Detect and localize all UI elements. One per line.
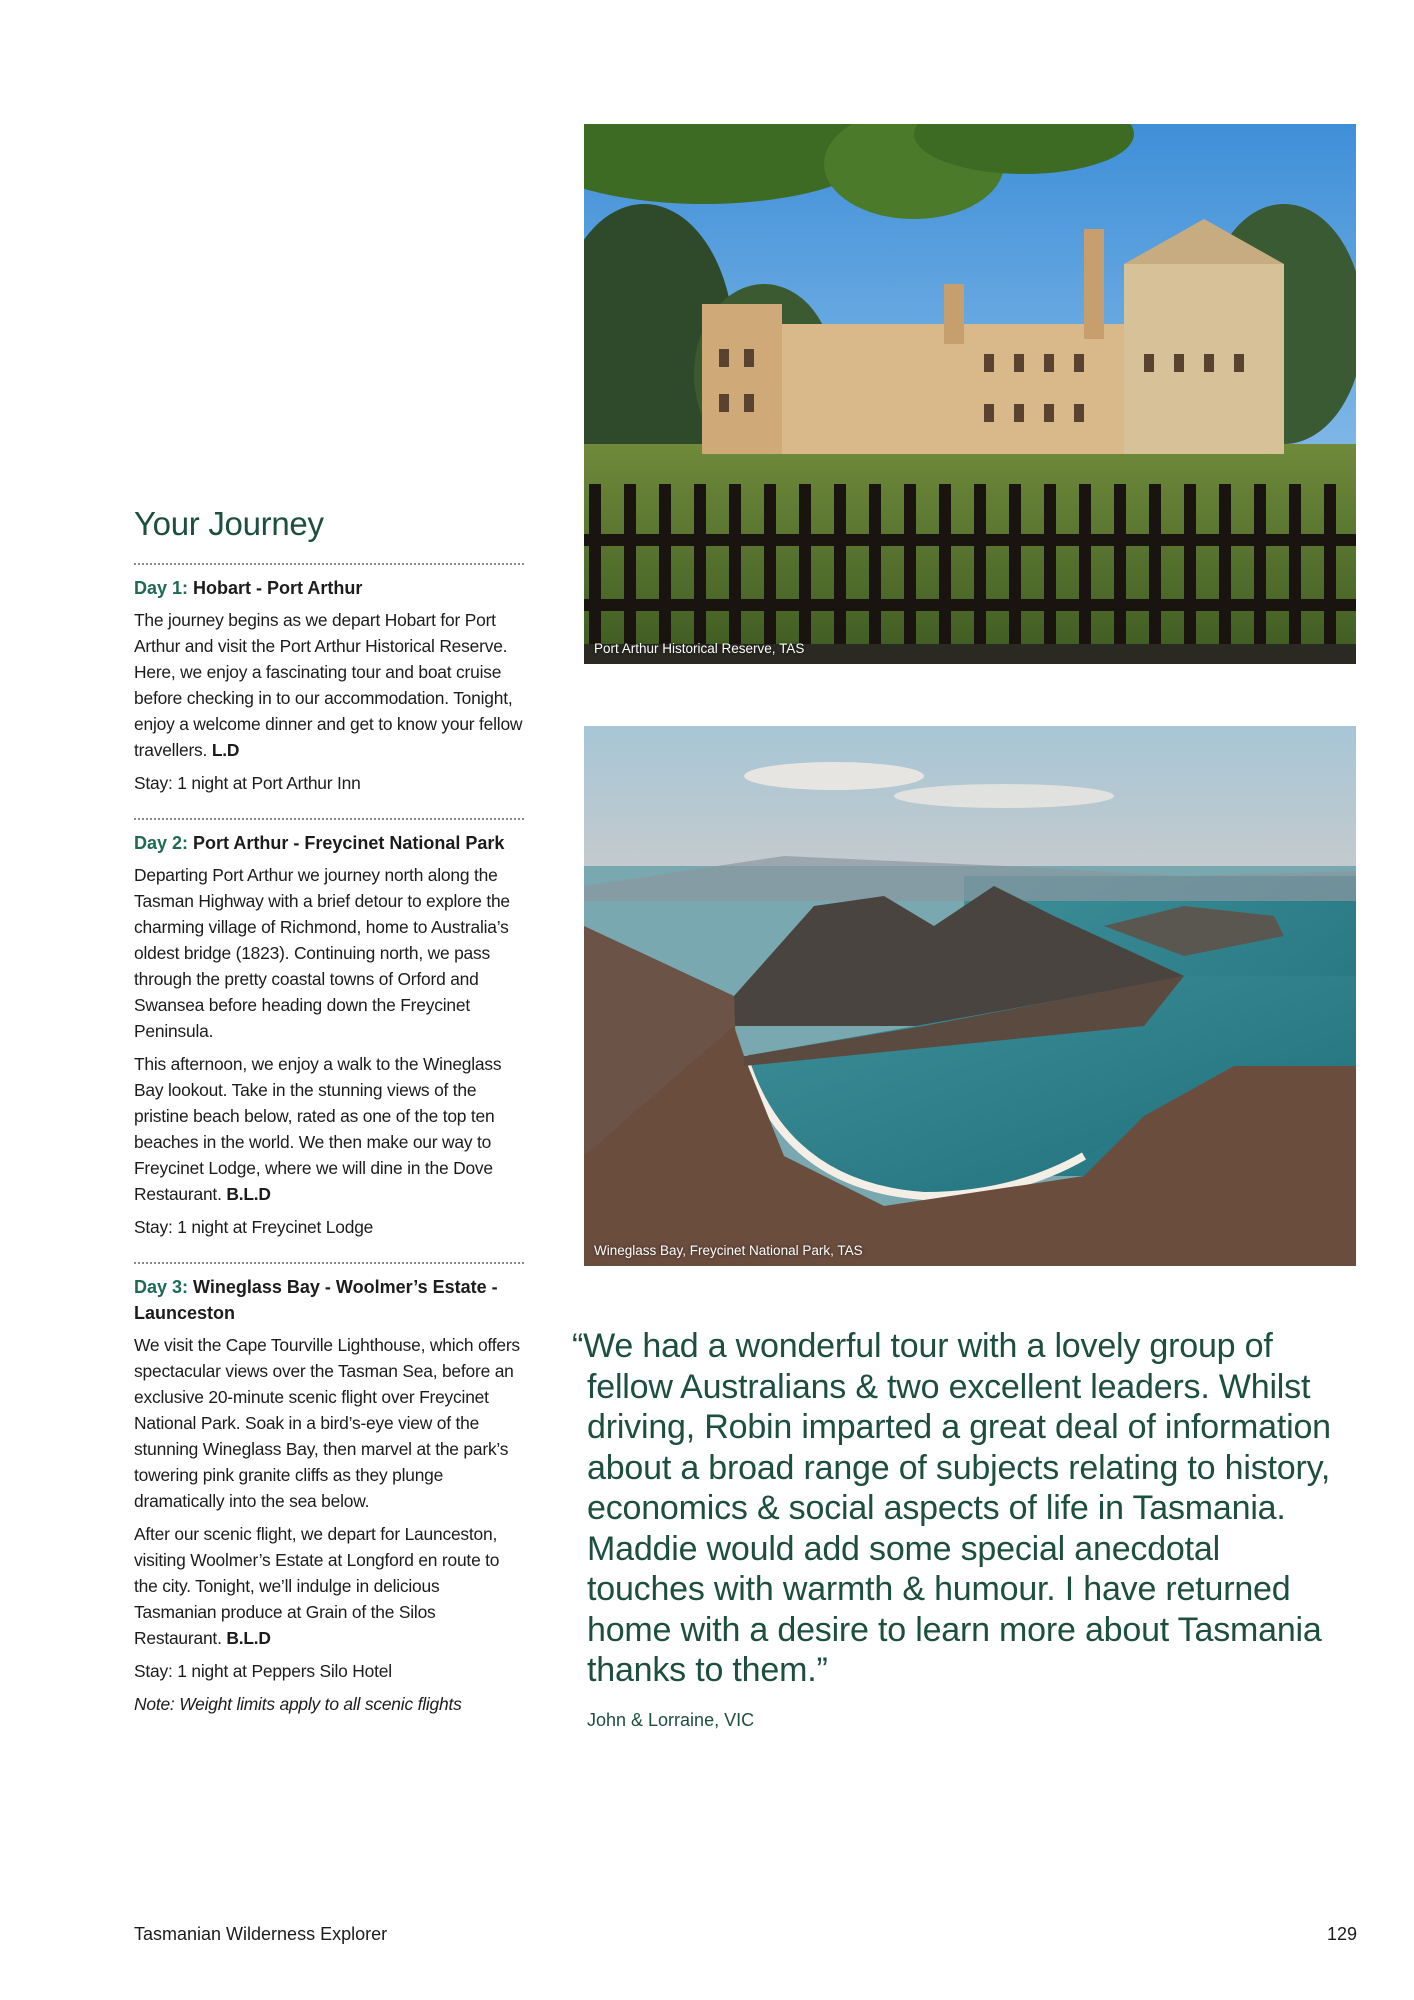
day-2: [134, 818, 524, 1240]
day-title: Port Arthur - Freycinet National Park: [193, 833, 505, 853]
paragraph-text: We visit the Cape Tourville Lighthouse, which offers spectacular views over the Tasman Sea, before an exclusive 20-minute scenic flight over Freycinet National Park. Soak in a bird’s-eye view of the stunning Wineglass Bay, then marvel at the park’s towering pink granite cliffs as they plunge dramatically into the sea below.: [134, 1335, 520, 1511]
meals-code: L.D: [211, 740, 240, 760]
photo-caption: Wineglass Bay, Freycinet National Park, TAS: [594, 1243, 863, 1258]
stay-info: Stay: 1 night at Freycinet Lodge: [134, 1217, 374, 1237]
day-paragraph: [134, 1051, 524, 1207]
quote-author: John & Lorraine, VIC: [587, 1710, 755, 1730]
port-arthur-photo: [584, 124, 1356, 664]
quote-text: “We had a wonderful tour with a lovely group of fellow Australians & two excellent leaders. Whilst driving, Robin imparted a great deal of information about a broad range of subjects relating to history, economics & social aspects of life in Tasmania. Maddie would add some special anecdotal touches with warmth & humour. I have returned home with a desire to learn more about Tasmania thanks to them.”: [572, 1327, 1331, 1689]
photo-caption: Port Arthur Historical Reserve, TAS: [594, 641, 805, 656]
page-number: 129: [1326, 1924, 1357, 1944]
day-number: Day 3:: [134, 1277, 189, 1297]
footer-title: Tasmanian Wilderness Explorer: [134, 1924, 388, 1944]
paragraph-text: After our scenic flight, we depart for Launceston, visiting Woolmer’s Estate at Longford en route to the city. Tonight, we’ll indulge in delicious Tasmanian produce at Grain of the Silos Restaurant.: [134, 1524, 500, 1648]
itinerary-column: [134, 505, 524, 1724]
paragraph-text: This afternoon, we enjoy a walk to the Wineglass Bay lookout. Take in the stunning views of the pristine beach below, rated as one of the top ten beaches in the world. We then make our way to Freycinet Lodge, where we will dine in the Dove Restaurant.: [134, 1054, 502, 1204]
stay-info: Stay: 1 night at Peppers Silo Hotel: [134, 1661, 392, 1681]
scenic-flight-note: Note: Weight limits apply to all scenic flights: [134, 1694, 462, 1714]
wineglass-bay-photo: [584, 726, 1356, 1266]
day-heading: [134, 575, 524, 601]
day-paragraph: [134, 1332, 524, 1514]
day-heading: [134, 1274, 524, 1326]
meals-code: B.L.D: [226, 1628, 271, 1648]
day-number: Day 2:: [134, 833, 189, 853]
day-title: Hobart - Port Arthur: [193, 578, 363, 598]
day-1: [134, 563, 524, 796]
day-title: Wineglass Bay - Woolmer’s Estate - Launceston: [134, 1277, 498, 1323]
day-paragraph: [134, 862, 524, 1044]
port-arthur-illustration: [584, 124, 1356, 664]
testimonial-quote: [572, 1326, 1332, 1691]
section-title: Your Journey: [134, 505, 324, 542]
meals-code: B.L.D: [226, 1184, 271, 1204]
paragraph-text: The journey begins as we depart Hobart for Port Arthur and visit the Port Arthur Historical Reserve. Here, we enjoy a fascinating tour and boat cruise before checking in to our accommodation. Tonight, enjoy a welcome dinner and get to know your fellow travellers.: [134, 610, 523, 760]
day-heading: [134, 830, 524, 856]
day-paragraph: [134, 1521, 524, 1651]
wineglass-bay-illustration: [584, 726, 1356, 1266]
day-3: [134, 1262, 524, 1717]
day-paragraph: [134, 607, 524, 763]
stay-info: Stay: 1 night at Port Arthur Inn: [134, 773, 361, 793]
day-number: Day 1:: [134, 578, 189, 598]
paragraph-text: Departing Port Arthur we journey north along the Tasman Highway with a brief detour to explore the charming village of Richmond, home to Australia’s oldest bridge (1823). Continuing north, we pass through the pretty coastal towns of Orford and Swansea before heading down the Freycinet Peninsula.: [134, 865, 510, 1041]
